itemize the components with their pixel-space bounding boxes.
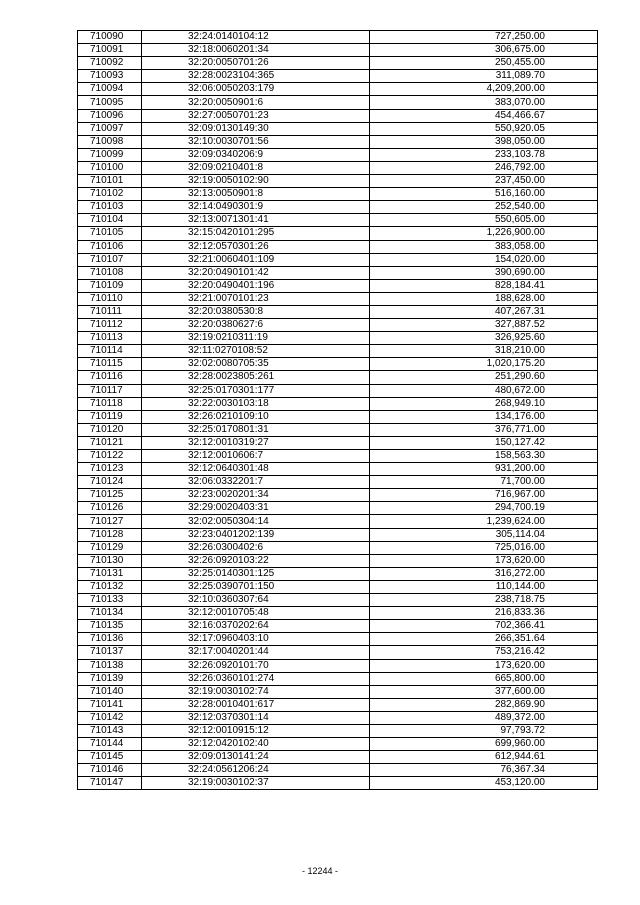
value-cell: 454,466.67 (370, 109, 598, 122)
cadastral-number-cell: 32:29:0020403:31 (142, 502, 370, 515)
table-row (78, 305, 598, 318)
record-id-cell: 710144 (78, 738, 142, 751)
record-id-cell: 710091 (78, 44, 142, 57)
cadastral-number-cell: 32:12:0370301:14 (142, 711, 370, 724)
cadastral-number-cell: 32:25:0390701:150 (142, 580, 370, 593)
cadastral-number-cell: 32:26:0300402:6 (142, 541, 370, 554)
cadastral-number-cell: 32:17:0040201:44 (142, 646, 370, 659)
value-cell: 173,620.00 (370, 554, 598, 567)
cadastral-number-cell: 32:16:0370202:64 (142, 620, 370, 633)
table-row (78, 450, 598, 463)
table-row (78, 240, 598, 253)
cadastral-number-cell: 32:19:0030102:37 (142, 777, 370, 790)
record-id-cell: 710114 (78, 345, 142, 358)
table-row (78, 738, 598, 751)
record-id-cell: 710145 (78, 751, 142, 764)
value-cell: 233,103.78 (370, 148, 598, 161)
cadastral-number-cell: 32:23:0401202:139 (142, 528, 370, 541)
table-row (78, 31, 598, 44)
value-cell: 266,351.64 (370, 633, 598, 646)
cadastral-number-cell: 32:19:0030102:74 (142, 685, 370, 698)
value-cell: 71,700.00 (370, 476, 598, 489)
table-row (78, 541, 598, 554)
value-cell: 376,771.00 (370, 423, 598, 436)
value-cell: 305,114.04 (370, 528, 598, 541)
table-row (78, 698, 598, 711)
cadastral-number-cell: 32:26:0360101:274 (142, 672, 370, 685)
table-row (78, 463, 598, 476)
table-row (78, 607, 598, 620)
record-id-cell: 710132 (78, 580, 142, 593)
table-row (78, 83, 598, 96)
table-row (78, 384, 598, 397)
cadastral-number-cell: 32:13:0071301:41 (142, 214, 370, 227)
cadastral-number-cell: 32:25:0140301:125 (142, 567, 370, 580)
cadastral-number-cell: 32:20:0490401:196 (142, 279, 370, 292)
table-row (78, 279, 598, 292)
cadastral-number-cell: 32:12:0640301:48 (142, 463, 370, 476)
cadastral-number-cell: 32:20:0050701:26 (142, 57, 370, 70)
table-row (78, 685, 598, 698)
value-cell: 725,016.00 (370, 541, 598, 554)
value-cell: 390,690.00 (370, 266, 598, 279)
table-row (78, 489, 598, 502)
table-row (78, 594, 598, 607)
value-cell: 489,372.00 (370, 711, 598, 724)
cadastral-number-cell: 32:11:0270108:52 (142, 345, 370, 358)
cadastral-number-cell: 32:26:0920103:22 (142, 554, 370, 567)
table-row (78, 122, 598, 135)
value-cell: 753,216.42 (370, 646, 598, 659)
record-id-cell: 710107 (78, 253, 142, 266)
value-cell: 282,869.90 (370, 698, 598, 711)
record-id-cell: 710134 (78, 607, 142, 620)
table-row (78, 397, 598, 410)
value-cell: 480,672.00 (370, 384, 598, 397)
value-cell: 134,176.00 (370, 410, 598, 423)
value-cell: 97,793.72 (370, 724, 598, 737)
record-id-cell: 710141 (78, 698, 142, 711)
table-row (78, 319, 598, 332)
value-cell: 665,800.00 (370, 672, 598, 685)
record-id-cell: 710099 (78, 148, 142, 161)
value-cell: 516,160.00 (370, 188, 598, 201)
cadastral-number-cell: 32:09:0210401:8 (142, 161, 370, 174)
value-cell: 453,120.00 (370, 777, 598, 790)
table-row (78, 70, 598, 83)
cadastral-number-cell: 32:09:0130149:30 (142, 122, 370, 135)
table-row (78, 175, 598, 188)
value-cell: 150,127.42 (370, 436, 598, 449)
record-id-cell: 710128 (78, 528, 142, 541)
value-cell: 398,050.00 (370, 135, 598, 148)
value-cell: 550,605.00 (370, 214, 598, 227)
cadastral-number-cell: 32:20:0380530:8 (142, 305, 370, 318)
value-cell: 238,718.75 (370, 594, 598, 607)
cadastral-number-cell: 32:12:0010915:12 (142, 724, 370, 737)
cadastral-number-cell: 32:02:0080705:35 (142, 358, 370, 371)
record-id-cell: 710113 (78, 332, 142, 345)
table-row (78, 724, 598, 737)
table-row (78, 659, 598, 672)
value-cell: 158,563.30 (370, 450, 598, 463)
table-row (78, 201, 598, 214)
value-cell: 188,628.00 (370, 292, 598, 305)
cadastral-number-cell: 32:14:0490301:9 (142, 201, 370, 214)
table-body (78, 31, 598, 790)
value-cell: 931,200.00 (370, 463, 598, 476)
value-cell: 1,226,900.00 (370, 227, 598, 240)
record-id-cell: 710126 (78, 502, 142, 515)
record-id-cell: 710093 (78, 70, 142, 83)
value-cell: 294,700.19 (370, 502, 598, 515)
record-id-cell: 710096 (78, 109, 142, 122)
table-row (78, 253, 598, 266)
cadastral-number-cell: 32:10:0030701:56 (142, 135, 370, 148)
value-cell: 76,367.34 (370, 764, 598, 777)
cadastral-number-cell: 32:15:0420101:295 (142, 227, 370, 240)
record-id-cell: 710127 (78, 515, 142, 528)
record-id-cell: 710143 (78, 724, 142, 737)
table-row (78, 345, 598, 358)
cadastral-number-cell: 32:09:0130141:24 (142, 751, 370, 764)
table-row (78, 711, 598, 724)
table-row (78, 502, 598, 515)
record-id-cell: 710097 (78, 122, 142, 135)
value-cell: 612,944.61 (370, 751, 598, 764)
cadastral-number-cell: 32:13:0050901:8 (142, 188, 370, 201)
record-id-cell: 710130 (78, 554, 142, 567)
cadastral-number-cell: 32:21:0070101:23 (142, 292, 370, 305)
table-row (78, 332, 598, 345)
table-row (78, 764, 598, 777)
table-row (78, 567, 598, 580)
record-id-cell: 710094 (78, 83, 142, 96)
value-cell: 318,210.00 (370, 345, 598, 358)
record-id-cell: 710103 (78, 201, 142, 214)
table-row (78, 554, 598, 567)
value-cell: 407,267.31 (370, 305, 598, 318)
value-cell: 268,949.10 (370, 397, 598, 410)
record-id-cell: 710101 (78, 175, 142, 188)
value-cell: 383,070.00 (370, 96, 598, 109)
data-table (77, 30, 598, 790)
cadastral-number-cell: 32:28:0023104:365 (142, 70, 370, 83)
value-cell: 550,920.05 (370, 122, 598, 135)
record-id-cell: 710104 (78, 214, 142, 227)
record-id-cell: 710110 (78, 292, 142, 305)
cadastral-number-cell: 32:24:0140104:12 (142, 31, 370, 44)
cadastral-number-cell: 32:12:0010705:48 (142, 607, 370, 620)
value-cell: 110,144.00 (370, 580, 598, 593)
record-id-cell: 710111 (78, 305, 142, 318)
table-row (78, 476, 598, 489)
record-id-cell: 710106 (78, 240, 142, 253)
record-id-cell: 710140 (78, 685, 142, 698)
record-id-cell: 710090 (78, 31, 142, 44)
record-id-cell: 710109 (78, 279, 142, 292)
value-cell: 306,675.00 (370, 44, 598, 57)
table-row (78, 57, 598, 70)
record-id-cell: 710125 (78, 489, 142, 502)
record-id-cell: 710129 (78, 541, 142, 554)
table-row (78, 580, 598, 593)
value-cell: 377,600.00 (370, 685, 598, 698)
value-cell: 326,925.60 (370, 332, 598, 345)
cadastral-number-cell: 32:17:0960403:10 (142, 633, 370, 646)
table-row (78, 423, 598, 436)
record-id-cell: 710102 (78, 188, 142, 201)
cadastral-number-cell: 32:25:0170801:31 (142, 423, 370, 436)
value-cell: 828,184.41 (370, 279, 598, 292)
value-cell: 727,250.00 (370, 31, 598, 44)
record-id-cell: 710136 (78, 633, 142, 646)
cadastral-number-cell: 32:19:0050102:90 (142, 175, 370, 188)
cadastral-number-cell: 32:24:0561206:24 (142, 764, 370, 777)
record-id-cell: 710147 (78, 777, 142, 790)
table-row (78, 515, 598, 528)
table-row (78, 227, 598, 240)
cadastral-number-cell: 32:27:0050701:23 (142, 109, 370, 122)
cadastral-number-cell: 32:18:0060201:34 (142, 44, 370, 57)
value-cell: 716,967.00 (370, 489, 598, 502)
record-id-cell: 710146 (78, 764, 142, 777)
record-id-cell: 710120 (78, 423, 142, 436)
value-cell: 173,620.00 (370, 659, 598, 672)
cadastral-number-cell: 32:26:0210109:10 (142, 410, 370, 423)
cadastral-number-cell: 32:20:0050901:6 (142, 96, 370, 109)
value-cell: 237,450.00 (370, 175, 598, 188)
cadastral-number-cell: 32:28:0010401:617 (142, 698, 370, 711)
cadastral-number-cell: 32:26:0920101:70 (142, 659, 370, 672)
record-id-cell: 710142 (78, 711, 142, 724)
cadastral-number-cell: 32:12:0010606:7 (142, 450, 370, 463)
cadastral-number-cell: 32:25:0170301:177 (142, 384, 370, 397)
value-cell: 1,020,175.20 (370, 358, 598, 371)
record-id-cell: 710092 (78, 57, 142, 70)
table-row (78, 358, 598, 371)
cadastral-number-cell: 32:20:0490101:42 (142, 266, 370, 279)
value-cell: 702,366.41 (370, 620, 598, 633)
record-id-cell: 710095 (78, 96, 142, 109)
record-id-cell: 710135 (78, 620, 142, 633)
cadastral-number-cell: 32:23:0020201:34 (142, 489, 370, 502)
record-id-cell: 710112 (78, 319, 142, 332)
cadastral-number-cell: 32:12:0420102:40 (142, 738, 370, 751)
record-id-cell: 710122 (78, 450, 142, 463)
record-id-cell: 710115 (78, 358, 142, 371)
record-id-cell: 710124 (78, 476, 142, 489)
table-row (78, 436, 598, 449)
table-row (78, 528, 598, 541)
value-cell: 4,209,200.00 (370, 83, 598, 96)
page-number: - 12244 - (301, 866, 339, 876)
record-id-cell: 710098 (78, 135, 142, 148)
value-cell: 699,960.00 (370, 738, 598, 751)
value-cell: 251,290.60 (370, 371, 598, 384)
record-id-cell: 710131 (78, 567, 142, 580)
record-id-cell: 710100 (78, 161, 142, 174)
value-cell: 1,239,624.00 (370, 515, 598, 528)
record-id-cell: 710108 (78, 266, 142, 279)
value-cell: 311,089.70 (370, 70, 598, 83)
value-cell: 216,833.36 (370, 607, 598, 620)
record-id-cell: 710139 (78, 672, 142, 685)
table-row (78, 777, 598, 790)
value-cell: 327,887.52 (370, 319, 598, 332)
record-id-cell: 710123 (78, 463, 142, 476)
record-id-cell: 710105 (78, 227, 142, 240)
record-id-cell: 710133 (78, 594, 142, 607)
value-cell: 252,540.00 (370, 201, 598, 214)
cadastral-number-cell: 32:06:0050203:179 (142, 83, 370, 96)
record-id-cell: 710121 (78, 436, 142, 449)
record-id-cell: 710138 (78, 659, 142, 672)
record-id-cell: 710137 (78, 646, 142, 659)
table-row (78, 371, 598, 384)
table-row (78, 410, 598, 423)
record-id-cell: 710117 (78, 384, 142, 397)
table-row (78, 135, 598, 148)
table-row (78, 672, 598, 685)
value-cell: 250,455.00 (370, 57, 598, 70)
table-row (78, 751, 598, 764)
cadastral-number-cell: 32:28:0023805:261 (142, 371, 370, 384)
table-row (78, 96, 598, 109)
table-row (78, 161, 598, 174)
value-cell: 246,792.00 (370, 161, 598, 174)
cadastral-number-cell: 32:12:0010319:27 (142, 436, 370, 449)
cadastral-number-cell: 32:20:0380627:6 (142, 319, 370, 332)
table-row (78, 292, 598, 305)
table-row (78, 646, 598, 659)
cadastral-number-cell: 32:10:0360307:64 (142, 594, 370, 607)
table-row (78, 188, 598, 201)
record-id-cell: 710116 (78, 371, 142, 384)
table-row (78, 620, 598, 633)
value-cell: 383,058.00 (370, 240, 598, 253)
table-row (78, 266, 598, 279)
table-row (78, 44, 598, 57)
cadastral-number-cell: 32:19:0210311:19 (142, 332, 370, 345)
value-cell: 154,020.00 (370, 253, 598, 266)
table-row (78, 148, 598, 161)
cadastral-number-cell: 32:21:0060401:109 (142, 253, 370, 266)
cadastral-number-cell: 32:09:0340206:9 (142, 148, 370, 161)
value-cell: 316,272.00 (370, 567, 598, 580)
table-row (78, 633, 598, 646)
record-id-cell: 710119 (78, 410, 142, 423)
cadastral-number-cell: 32:02:0050304:14 (142, 515, 370, 528)
table-row (78, 214, 598, 227)
table-row (78, 109, 598, 122)
cadastral-number-cell: 32:12:0570301:26 (142, 240, 370, 253)
record-id-cell: 710118 (78, 397, 142, 410)
cadastral-number-cell: 32:22:0030103:18 (142, 397, 370, 410)
cadastral-number-cell: 32:06:0332201:7 (142, 476, 370, 489)
